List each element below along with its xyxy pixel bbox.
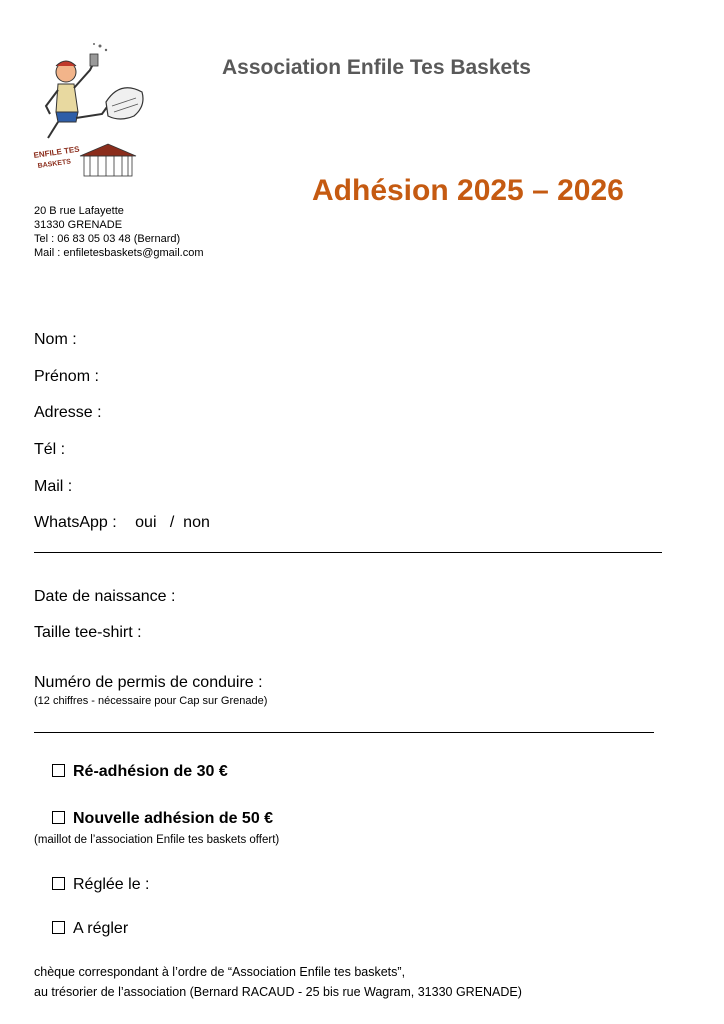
reglee-label: Réglée le : [73,876,150,893]
readhesion-label: Ré-adhésion de 30 € [73,763,228,780]
field-whatsapp[interactable] [34,514,210,532]
nouvelle-note: (maillot de l’association Enfile tes baskets offert) [34,834,280,846]
permis-note: (12 chiffres - nécessaire pour Cap sur Grenade) [34,695,268,707]
email: Mail : enfiletesbaskets@gmail.com [34,247,204,259]
field-nom[interactable]: Nom : [34,331,77,348]
field-tel[interactable]: Tél : [34,441,66,458]
payment-instructions [34,962,522,1002]
option-a-regler[interactable] [52,920,128,938]
whatsapp-label: WhatsApp : [34,514,117,531]
field-mail[interactable]: Mail : [34,478,73,495]
footer-line2: au trésorier de l’association (Bernard RACAUD - 25 bis rue Wagram, 31330 GRENADE) [34,985,522,999]
address-line1: 20 B rue Lafayette [34,205,124,217]
checkbox-icon[interactable] [52,877,65,890]
checkbox-icon[interactable] [52,921,65,934]
field-adresse[interactable]: Adresse : [34,404,102,421]
separator-line-2 [34,732,654,733]
checkbox-icon[interactable] [52,764,65,777]
organization-name: Association Enfile Tes Baskets [222,56,531,79]
field-date-naissance[interactable]: Date de naissance : [34,588,176,605]
option-reglee[interactable] [52,876,150,894]
logo-text-line2: BASKETS [37,158,72,170]
field-permis[interactable]: Numéro de permis de conduire : [34,674,263,691]
logo-text-line1: ENFILE TES [33,144,81,160]
nouvelle-label: Nouvelle adhésion de 50 € [73,810,274,827]
address-line2: 31330 GRENADE [34,219,123,231]
phone: Tel : 06 83 05 03 48 (Bernard) [34,233,181,245]
option-nouvelle-adhesion[interactable] [52,810,273,828]
separator-line-1 [34,552,662,553]
checkbox-icon[interactable] [52,811,65,824]
contact-block [34,204,204,260]
footer-line1: chèque correspondant à l’ordre de “Association Enfile tes baskets”, [34,965,406,979]
option-readhesion[interactable] [52,763,228,781]
association-logo [28,40,148,190]
field-prenom[interactable]: Prénom : [34,368,99,385]
a-regler-label: A régler [73,920,129,937]
whatsapp-options[interactable]: oui / non [135,514,210,531]
page-title: Adhésion 2025 – 2026 [312,174,624,207]
field-taille-tee-shirt[interactable]: Taille tee-shirt : [34,624,142,641]
